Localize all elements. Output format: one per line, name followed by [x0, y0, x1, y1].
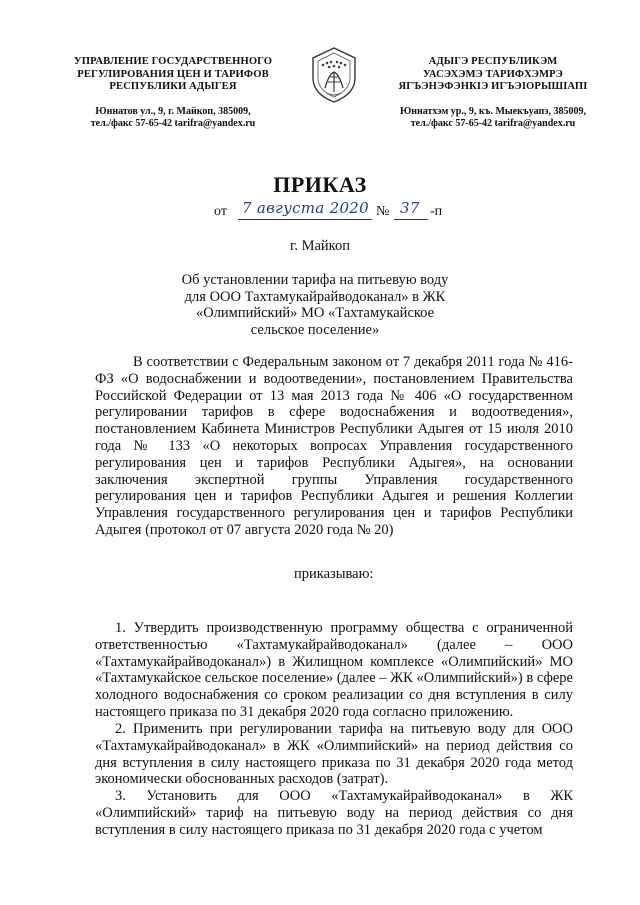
document-subject: Об установлении тарифа на питьевую воду для ООО Тахтамукайрайводоканал» в ЖК «Олимпийский» МО «Тахтамукайское сельское поселение»	[181, 272, 449, 338]
preamble-paragraph: В соответствии с Федеральным законом от 7 декабря 2011 года № 416-ФЗ «О водоснабжении и водоотведении», постановлением Правительства Российской Федерации от 13 мая 2013 года № 406 «О государственном регулировании тарифов в сфере водоснабжения и водоотведения», постановлением Кабинета Министров Республики Адыгея от 15 июля 2010 года № 133 «О некоторых вопросах Управления государственного регулирования цен и тарифов Республики Адыгея», на основании заключения экспертной группы Управления государственного регулирования цен и тарифов Республики Адыгея и решения Коллегии Управления государственного регулирования цен и тарифов Республики Адыгея (протокол от 07 августа 2020 года № 20)	[95, 354, 573, 538]
org-name-ru: УПРАВЛЕНИЕ ГОСУДАРСТВЕННОГО РЕГУЛИРОВАНИЯ ЦЕН И ТАРИФОВ РЕСПУБЛИКИ АДЫГЕЯ	[73, 56, 273, 92]
date-from-label: от	[214, 204, 227, 219]
number-handwritten: 37	[400, 199, 420, 217]
org-address-ady: Юннатхэм ур., 9, къ. Мыекъуапэ, 385009, тел./факс 57-65-42 tarifra@yandex.ru	[399, 105, 587, 129]
city: г. Майкоп	[290, 238, 350, 254]
number-label: №	[376, 204, 390, 219]
date-underline	[238, 219, 372, 220]
coat-of-arms-icon	[303, 44, 365, 106]
number-suffix: -п	[430, 204, 443, 219]
order-item-1: 1. Утвердить производственную программу общества с ограниченной ответственностью «Тахтамукайрайводоканал» (далее – ООО «Тахтамукайрайводоканал») в Жилищном комплексе «Олимпийский» МО «Тахтамукайское сельское поселение» (далее – ЖК «Олимпийский») в сфере холодного водоснабжения со сроком реализации со дня вступления в силу настоящего приказа по 31 декабря 2020 года согласно приложению.	[95, 620, 573, 720]
org-name-ady: АДЫГЭ РЕСПУБЛИКЭМ УАСЭХЭМЭ ТАРИФХЭМРЭ ЯГЪЭНЭФЭНКIЭ ИГЪЭIОРЫШIАПI	[398, 56, 588, 92]
order-item-3: 3. Установить для ООО «Тахтамукайрайводоканал» в ЖК «Олимпийский» тариф на питьевую воду на период действия со дня вступления в силу настоящего приказа по 31 декабря 2020 года с учетом	[95, 788, 573, 838]
org-address-ru: Юннатов ул., 9, г. Майкоп, 385009, тел./факс 57-65-42 tarifra@yandex.ru	[90, 105, 256, 129]
header-right	[378, 56, 608, 130]
date-handwritten: 7 августа 2020	[242, 199, 369, 217]
date-number-line	[0, 199, 640, 222]
order-item-2: 2. Применить при регулировании тарифа на питьевую воду для ООО «Тахтамукайрайводоканал» в ЖК «Олимпийский» на период действия со дня вступления в силу настоящего приказа по 31 декабря 2020 года метод экономически обоснованных расходов (затрат).	[95, 721, 573, 788]
document-title: ПРИКАЗ	[273, 172, 367, 197]
header-left	[58, 56, 288, 130]
order-word: приказываю:	[294, 566, 374, 582]
number-underline	[394, 219, 428, 220]
